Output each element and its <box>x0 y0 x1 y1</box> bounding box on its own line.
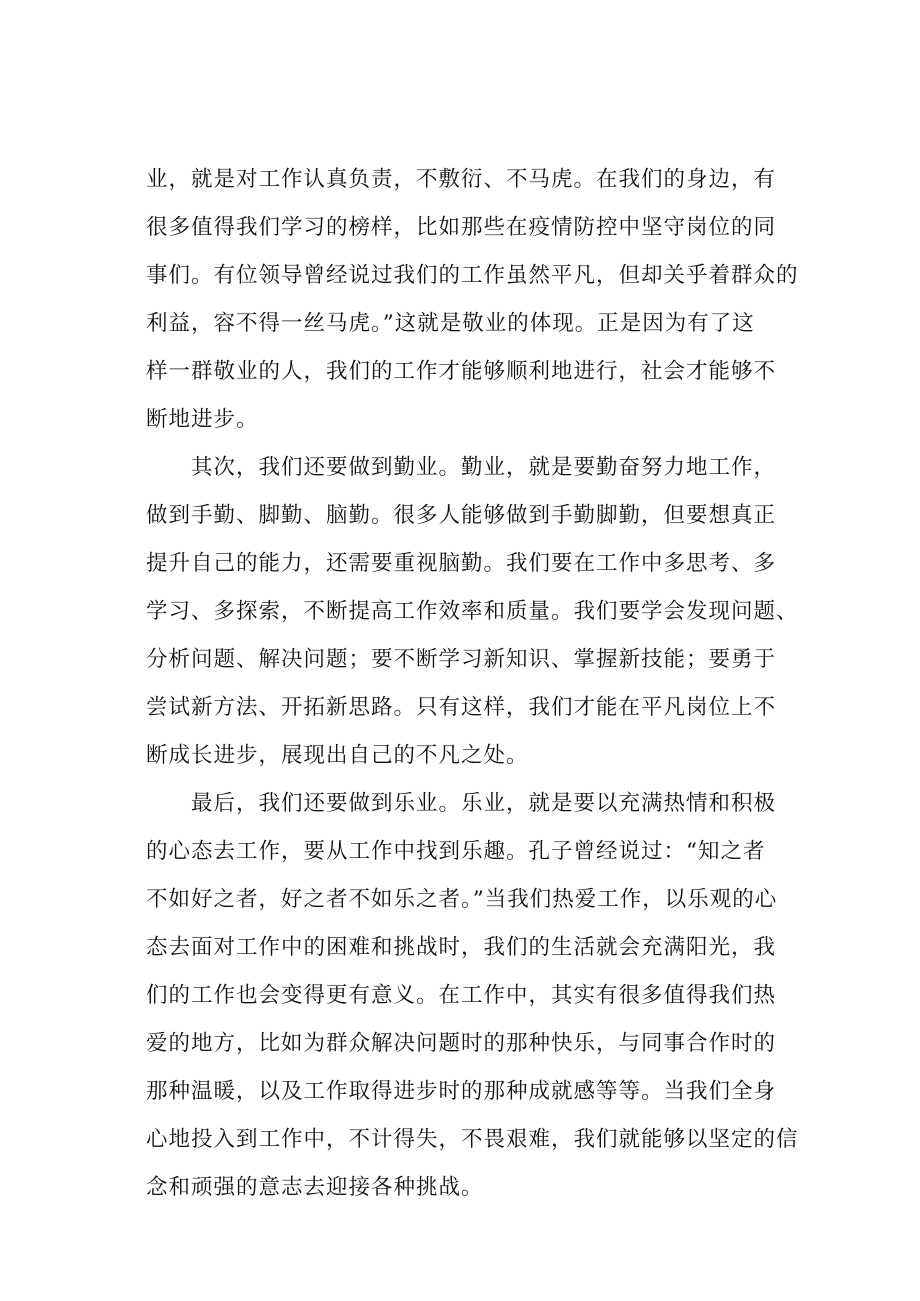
text-line: 心地投入到工作中，不计得失，不畏艰难，我们就能够以坚定的信 <box>146 1127 799 1152</box>
text-line: 尝试新方法、开拓新思路。只有这样，我们才能在平凡岗位上不 <box>146 695 777 720</box>
text-line: 业，就是对工作认真负责，不敷衍、不马虎。在我们的身边，有 <box>146 167 777 192</box>
text-line: 利益，容不得一丝马虎。”这就是敬业的体现。正是因为有了这 <box>146 311 755 336</box>
text-line: 不如好之者，好之者不如乐之者。”当我们热爱工作，以乐观的心 <box>146 887 778 912</box>
text-line: 们的工作也会变得更有意义。在工作中，其实有很多值得我们热 <box>146 983 777 1008</box>
text-line: 事们。有位领导曾经说过我们的工作虽然平凡，但却关乎着群众的 <box>146 263 799 288</box>
text-line: 提升自己的能力，还需要重视脑勤。我们要在工作中多思考、多 <box>146 551 777 576</box>
text-line: 态去面对工作中的困难和挑战时，我们的生活就会充满阳光，我 <box>146 935 777 960</box>
text-line: 那种温暖，以及工作取得进步时的那种成就感等等。当我们全身 <box>146 1079 777 1104</box>
text-line: 爱的地方，比如为群众解决问题时的那种快乐，与同事合作时的 <box>146 1031 777 1056</box>
text-line: 样一群敬业的人，我们的工作才能够顺利地进行，社会才能够不 <box>146 359 777 384</box>
text-line: 断地进步。 <box>146 407 259 432</box>
text-line: 学习、多探索，不断提高工作效率和质量。我们要学会发现问题、 <box>146 599 799 624</box>
text-line: 最后，我们还要做到乐业。乐业，就是要以充满热情和积极 <box>146 791 777 816</box>
text-line: 很多值得我们学习的榜样，比如那些在疫情防控中坚守岗位的同 <box>146 215 777 240</box>
text-line: 的心态去工作，要从工作中找到乐趣。孔子曾经说过：“知之者 <box>146 839 766 864</box>
text-line: 做到手勤、脚勤、脑勤。很多人能够做到手勤脚勤，但要想真正 <box>146 503 777 528</box>
text-line: 断成长进步，展现出自己的不凡之处。 <box>146 743 529 768</box>
text-line: 念和顽强的意志去迎接各种挑战。 <box>146 1175 484 1200</box>
text-line: 分析问题、解决问题；要不断学习新知识、掌握新技能；要勇于 <box>146 647 777 672</box>
text-line: 其次，我们还要做到勤业。勤业，就是要勤奋努力地工作， <box>146 455 777 480</box>
document-body <box>146 156 810 1212</box>
